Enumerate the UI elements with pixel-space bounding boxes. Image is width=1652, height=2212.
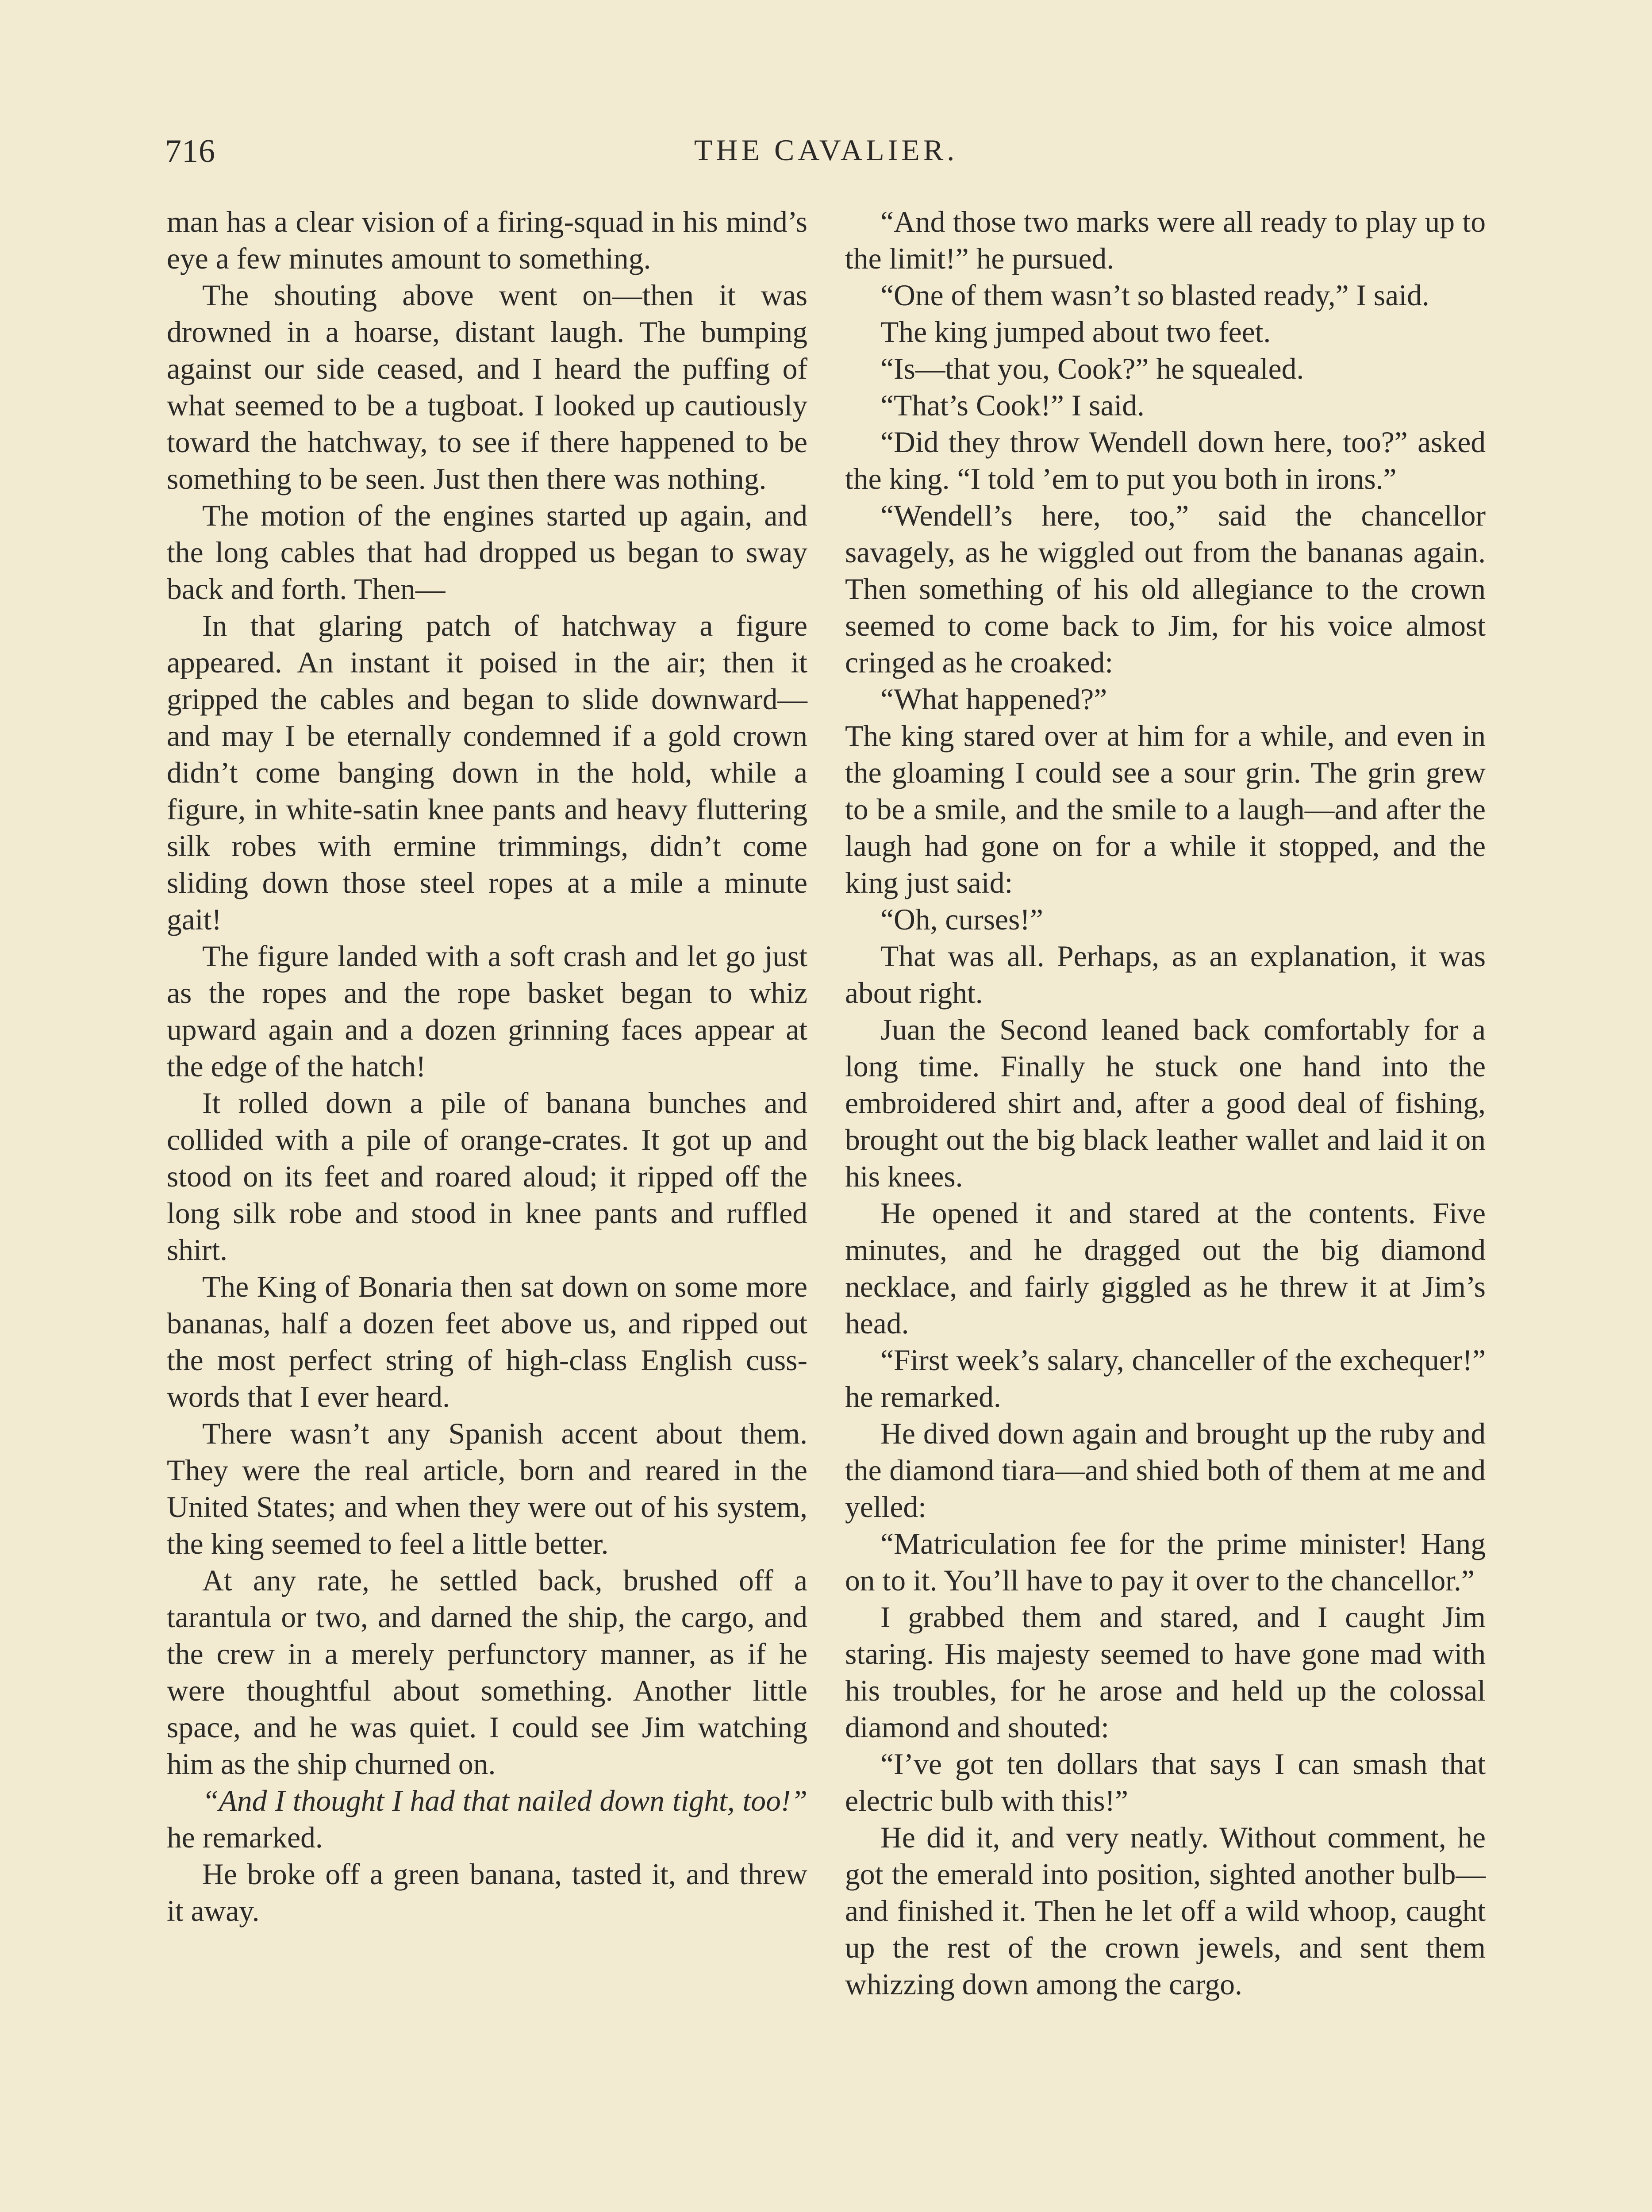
paragraph: “I’ve got ten dollars that says I can smash that electric bulb with this!” [845, 1747, 1486, 1817]
paragraph: man has a clear vision of a firing-squad in his mind’s eye a few minutes amount to something. [167, 205, 807, 275]
paragraph: “Wendell’s here, too,” said the chancellor savagely, as he wiggled out from the bananas again. Then something of his old allegiance to the crown seemed to come back to Jim, for his voice almost cringed as he croaked: [845, 499, 1486, 679]
paragraph: The king stared over at him for a while, and even in the gloaming I could see a sour grin. The grin grew to be a smile, and the smile to a laugh—and after the laugh had gone on for a while it stopped, and the king just said: [845, 719, 1486, 899]
right-column [845, 204, 1486, 2003]
italic-quote: “And I thought I had that nailed down tight, too!” [202, 1784, 807, 1817]
paragraph: The motion of the engines started up again, and the long cables that had dropped us began to sway back and forth. Then— [167, 499, 807, 606]
paragraph: I grabbed them and stared, and I caught Jim staring. His majesty seemed to have gone mad with his troubles, for he arose and held up the colossal diamond and shouted: [845, 1601, 1486, 1744]
quote-tail: he remarked. [167, 1821, 323, 1854]
paragraph: “What happened?” [880, 683, 1107, 716]
page-number: 716 [165, 133, 215, 169]
quote-paragraph [167, 1782, 807, 1856]
paragraph: He dived down again and brought up the ruby and the diamond tiara—and shied both of them at me and yelled: [845, 1417, 1486, 1524]
paragraph: He opened it and stared at the contents. Five minutes, and he dragged out the big diamond necklace, and fairly giggled as he threw it at Jim’s head. [845, 1197, 1486, 1340]
paragraph: “Did they throw Wendell down here, too?” asked the king. “I told ’em to put you both in irons.” [845, 426, 1486, 495]
paragraph: There wasn’t any Spanish accent about them. They were the real article, born and reared in the United States; and when they were out of his system, the king seemed to feel a little better. [167, 1417, 807, 1560]
paragraph: In that glaring patch of hatchway a figure appeared. An instant it poised in the air; then it gripped the cables and began to slide downward—and may I be eternally condemned if a gold crown didn’t come banging down in the hold, while a figure, in white-satin knee pants and heavy fluttering silk robes with ermine trimmings, didn’t come sliding down those steel ropes at a mile a minute gait! [167, 609, 807, 936]
left-column [167, 204, 807, 1929]
running-title: THE CAVALIER. [694, 133, 958, 167]
paragraph: He did it, and very neatly. Without comment, he got the emerald into position, sighted another bulb—and finished it. Then he let off a wild whoop, caught up the rest of the crown jewels, and sent them whizzing down among the cargo. [845, 1821, 1486, 2001]
paragraph: The King of Bonaria then sat down on some more bananas, half a dozen feet above us, and ripped out the most perfect string of high-class English cuss-words that I ever heard. [167, 1270, 807, 1413]
paragraph: “Oh, curses!” [880, 903, 1043, 936]
paragraph: “That’s Cook!” I said. [880, 389, 1145, 422]
paragraph: Juan the Second leaned back comfortably for a long time. Finally he stuck one hand into the embroidered shirt and, after a good deal of fishing, brought out the big black leather wallet and laid it on his knees. [845, 1013, 1486, 1193]
paragraph: “One of them wasn’t so blasted ready,” I said. [880, 279, 1429, 312]
paragraph: At any rate, he settled back, brushed off a tarantula or two, and darned the ship, the cargo, and the crew in a merely perfunctory manner, as if he were thoughtful about something. Another little space, and he was quiet. I could see Jim watching him as the ship churned on. [167, 1564, 807, 1781]
paragraph: “First week’s salary, chanceller of the exchequer!” he remarked. [845, 1344, 1486, 1413]
paragraph: “Is—that you, Cook?” he squealed. [880, 352, 1304, 385]
paragraph: It rolled down a pile of banana bunches and collided with a pile of orange-crates. It got up and stood on its feet and roared aloud; it ripped off the long silk robe and stood in knee pants and ruffled shirt. [167, 1087, 807, 1267]
paragraph: He broke off a green banana, tasted it, and threw it away. [167, 1858, 807, 1928]
paragraph: The king jumped about two feet. [880, 315, 1271, 349]
paragraph: The figure landed with a soft crash and let go just as the ropes and the rope basket began to whiz upward again and a dozen grinning faces appear at the edge of the hatch! [167, 940, 807, 1083]
paragraph: That was all. Perhaps, as an explanation, it was about right. [845, 940, 1486, 1010]
paragraph: “And those two marks were all ready to play up to the limit!” he pursued. [845, 205, 1486, 275]
paragraph: “Matriculation fee for the prime minister! Hang on to it. You’ll have to pay it over to the chancellor.” [845, 1527, 1486, 1597]
paragraph: The shouting above went on—then it was drowned in a hoarse, distant laugh. The bumping against our side ceased, and I heard the puffing of what seemed to be a tugboat. I looked up cautiously toward the hatchway, to see if there happened to be something to be seen. Just then there was nothing. [167, 279, 807, 495]
